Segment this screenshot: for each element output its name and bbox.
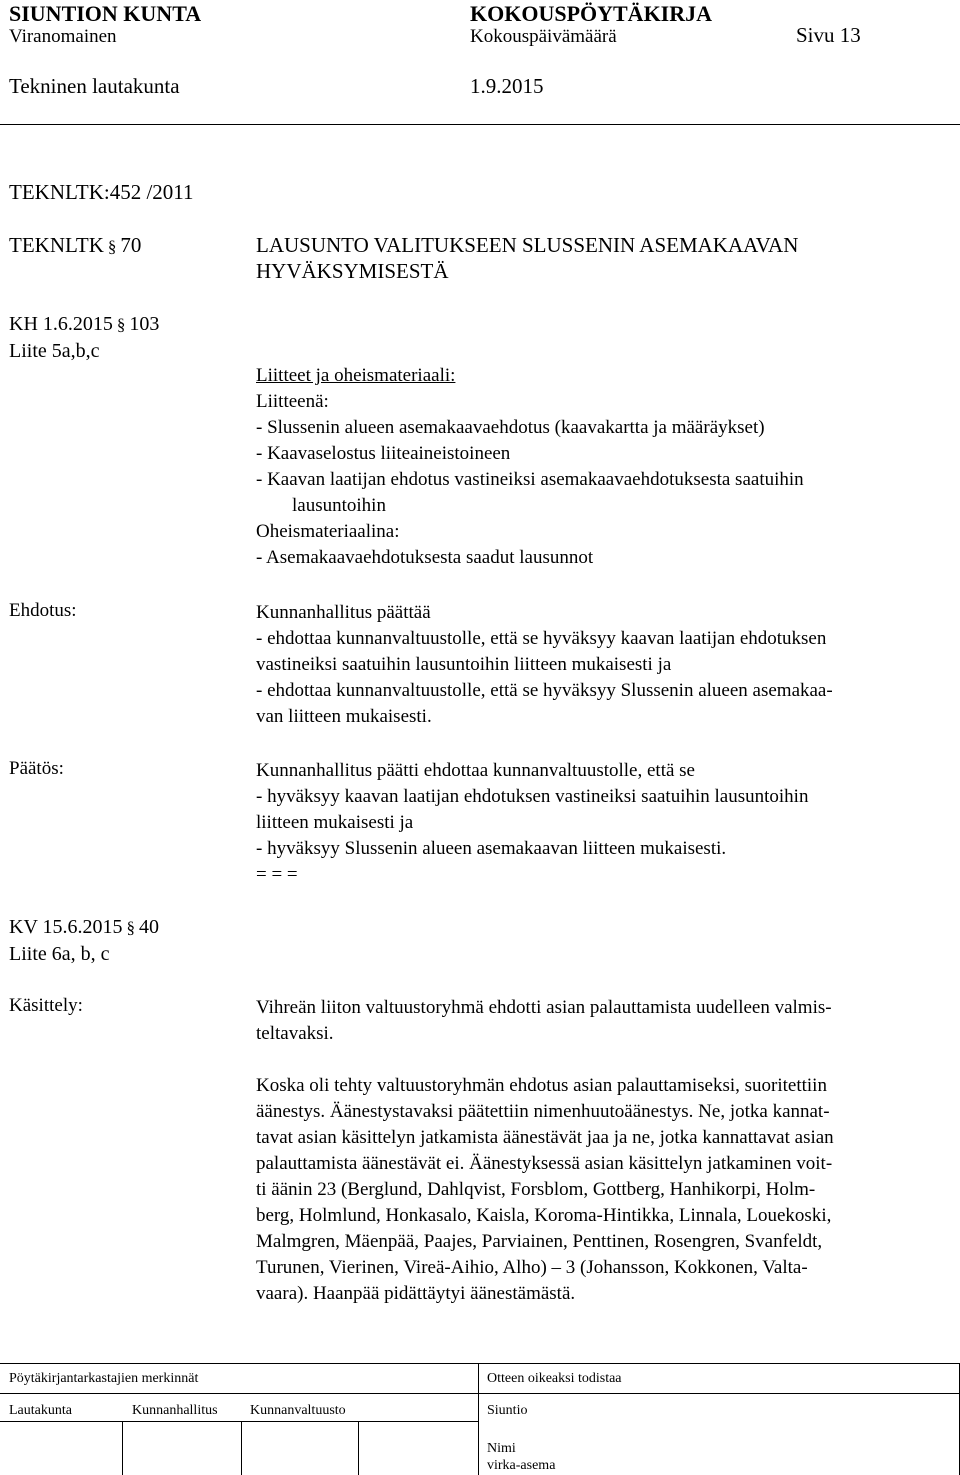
proposal-line: - ehdottaa kunnanvaltuustolle, että se hyväksyy kaavan laatijan ehdotuksen — [256, 628, 827, 649]
attachment-item: - Kaavan laatijan ehdotus vastineiksi asemakaavaehdotuksesta saatuihin — [256, 469, 804, 490]
proposal-line: vastineiksi saatuihin lausuntoihin liitteen mukaisesti ja — [256, 654, 672, 675]
footer-signature-table — [0, 1363, 960, 1475]
handling-line: vaara). Haanpää pidättäytyi äänestämästä. — [256, 1283, 576, 1304]
decision-line: - hyväksyy kaavan laatijan ehdotuksen vastineiksi saatuihin lausuntoihin — [256, 786, 809, 807]
kv-attachment: Liite 6a, b, c — [9, 943, 110, 965]
handling-line: teltavaksi. — [256, 1023, 334, 1044]
kv-reference — [9, 916, 159, 939]
attachment-item: - Kaavaselostus liiteaineistoineen — [256, 443, 511, 464]
handling-line: äänestys. Äänestystavaksi päätettiin nimenhuutoäänestys. Ne, jotka kannat- — [256, 1101, 830, 1122]
kh-reference — [9, 313, 159, 336]
handling-line: Turunen, Vierinen, Vireä-Aihio, Alho) – 3 (Johansson, Kokkonen, Valta- — [256, 1257, 808, 1278]
handling-line: tavat asian käsittelyn jatkamista äänestävät jaa ja ne, jotka kannattavat asian — [256, 1127, 834, 1148]
decision-end-marker: = = = — [256, 864, 298, 885]
page-title-line2: HYVÄKSYMISESTÄ — [256, 259, 449, 283]
place-siuntio: Siuntio — [487, 1403, 528, 1418]
decision-text — [256, 758, 808, 888]
col-lautakunta: Lautakunta — [9, 1403, 72, 1418]
handling-line: berg, Holmlund, Honkasalo, Kaisla, Koroma-Hintikka, Linnala, Louekoski, — [256, 1205, 832, 1226]
handling-line: Vihreän liiton valtuustoryhmä ehdotti asian palauttamista uudelleen valmis- — [256, 997, 832, 1018]
proposal-line: Kunnanhallitus päättää — [256, 602, 431, 623]
col-kunnanvaltuusto: Kunnanvaltuusto — [250, 1403, 346, 1418]
handling-line: palauttamista äänestävät ei. Äänestyksessä asian käsittelyn jatkaminen voit- — [256, 1153, 833, 1174]
decision-line: liitteen mukaisesti ja — [256, 812, 414, 833]
certified-label: Otteen oikeaksi todistaa — [487, 1371, 622, 1386]
reviewers-label: Pöytäkirjantarkastajien merkinnät — [9, 1371, 199, 1386]
footer-divider — [478, 1363, 479, 1475]
name-label: Nimi — [487, 1441, 516, 1456]
decision-line: - hyväksyy Slussenin alueen asemakaavan liitteen mukaisesti. — [256, 838, 727, 859]
proposal-line: van liitteen mukaisesti. — [256, 706, 432, 727]
date-label: Kokouspäivämäärä — [470, 26, 617, 47]
page-number: Sivu 13 — [796, 23, 861, 47]
footer-col-rule — [122, 1421, 123, 1475]
footer-col-rule — [241, 1421, 242, 1475]
attachments-heading: Liitteet ja oheismateriaali: — [256, 365, 456, 386]
annex-label: Liitteenä: — [256, 391, 329, 412]
handling-para2 — [256, 1073, 834, 1307]
footer-row-rule — [0, 1393, 960, 1394]
attachment-item-continued: lausuntoihin — [292, 495, 386, 516]
footer-col-rule — [358, 1421, 359, 1475]
case-number: TEKNLTK:452 /2011 — [9, 180, 194, 204]
title-label: virka-asema — [487, 1458, 556, 1473]
authority-label: Viranomainen — [9, 26, 117, 47]
handling-para1 — [256, 995, 832, 1047]
org-name: SIUNTION KUNTA — [9, 1, 202, 26]
footer-top-rule — [0, 1363, 960, 1364]
section-sign-icon: § — [126, 918, 136, 937]
proposal-line: - ehdottaa kunnanvaltuustolle, että se hyväksyy Slussenin alueen asemakaa- — [256, 680, 833, 701]
section-number: 70 — [120, 233, 142, 257]
meeting-date: 1.9.2015 — [470, 74, 544, 98]
section-prefix: TEKNLTK — [9, 233, 104, 257]
page-title-line1: LAUSUNTO VALITUKSEEN SLUSSENIN ASEMAKAAVAN — [256, 233, 799, 257]
attachment-item: - Slussenin alueen asemakaavaehdotus (kaavakartta ja määräykset) — [256, 417, 765, 438]
proposal-text — [256, 600, 833, 730]
section-sign-icon: § — [107, 237, 117, 256]
other-material-item: - Asemakaavaehdotuksesta saadut lausunnot — [256, 547, 594, 568]
doc-type: KOKOUSPÖYTÄKIRJA — [470, 1, 713, 26]
proposal-label: Ehdotus: — [9, 600, 77, 621]
footer-col-header-rule — [0, 1421, 478, 1422]
handling-line: Malmgren, Mäenpää, Paajes, Parviainen, Penttinen, Rosengren, Svanfeldt, — [256, 1231, 823, 1252]
decision-label: Päätös: — [9, 758, 64, 779]
header-rule — [0, 124, 960, 125]
handling-line: Koska oli tehty valtuustoryhmän ehdotus asian palauttamiseksi, suoritettiin — [256, 1075, 827, 1096]
attachments-section — [256, 363, 804, 571]
decision-line: Kunnanhallitus päätti ehdottaa kunnanvaltuustolle, että se — [256, 760, 695, 781]
authority-name: Tekninen lautakunta — [9, 74, 180, 98]
section-sign-icon: § — [116, 315, 126, 334]
kh-number: 103 — [129, 313, 160, 335]
handling-label: Käsittely: — [9, 995, 83, 1016]
kh-prefix: KH 1.6.2015 — [9, 313, 113, 335]
col-kunnanhallitus: Kunnanhallitus — [132, 1403, 218, 1418]
kv-prefix: KV 15.6.2015 — [9, 916, 123, 938]
handling-line: ti äänin 23 (Berglund, Dahlqvist, Forsblom, Gottberg, Hanhikorpi, Holm- — [256, 1179, 816, 1200]
other-material-label: Oheismateriaalina: — [256, 521, 400, 542]
kh-attachment: Liite 5a,b,c — [9, 340, 100, 362]
kv-number: 40 — [139, 916, 160, 938]
section-reference — [9, 233, 141, 258]
